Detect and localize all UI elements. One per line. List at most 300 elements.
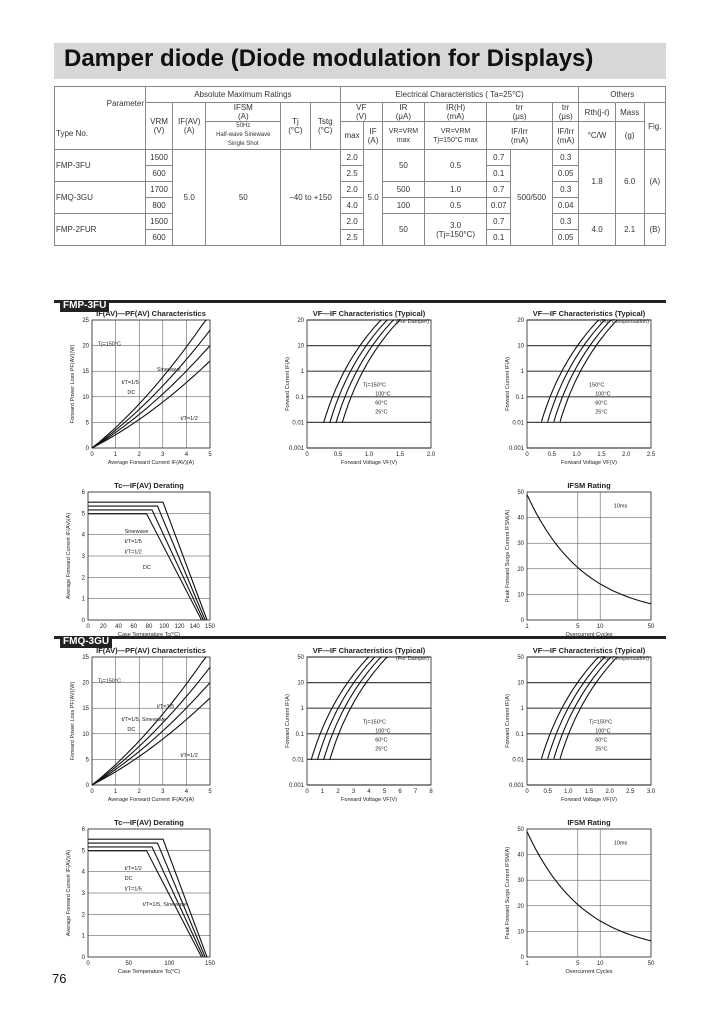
vf-max: max — [340, 122, 364, 150]
x-tick-label: 2.5 — [646, 452, 656, 458]
curve-label: DC — [127, 390, 136, 397]
y-tick-label: 6 — [81, 490, 85, 496]
rth-2: 4.0 — [579, 214, 615, 246]
cell: 0.7 — [487, 150, 511, 166]
x-axis-label: Forward Voltage VF(V) — [561, 460, 617, 466]
chart-subtitle: (For Compensation) — [600, 319, 649, 325]
y-axis-label: Forward Current IF(A) — [285, 357, 291, 411]
x-tick-label: 0.5 — [543, 789, 552, 795]
plot-frame — [527, 829, 651, 957]
param-label: Parameter — [106, 98, 144, 108]
y-tick-label: 1 — [520, 369, 524, 376]
curve-label: Sinewave — [124, 528, 149, 535]
y-tick-label: 10 — [517, 680, 524, 687]
chart-title: VF—IF Characteristics (Typical) — [532, 309, 646, 318]
y-tick-label: 20 — [517, 566, 524, 573]
x-tick-label: 0.5 — [333, 452, 343, 458]
type-fmp-2fur: FMP-2FUR — [55, 214, 146, 246]
x-tick-label: 1.5 — [395, 452, 405, 458]
col-trr1: trr (μs) — [487, 103, 553, 122]
plot-group — [505, 646, 656, 803]
x-tick-label: 1.0 — [364, 452, 374, 458]
curve-label: t/T=1/5 — [121, 380, 139, 386]
chart-vf-comp-1 — [497, 637, 681, 825]
plot-group — [66, 818, 216, 975]
x-tick-label: 3 — [351, 789, 356, 795]
x-tick-label: 1 — [320, 789, 325, 795]
y-axis-label: Average Forward Current IF(AV)(A) — [66, 849, 72, 937]
rth-1: 1.8 — [579, 150, 615, 214]
y-axis-label: Forward Current IF(A) — [505, 694, 511, 748]
cell: 800 — [146, 198, 173, 214]
y-tick-label: 20 — [297, 318, 304, 324]
x-tick-label: 0 — [86, 624, 90, 630]
col-trr2: trr (μs) — [552, 103, 579, 122]
curve-label: 60°C — [375, 737, 388, 744]
shared-ifav: 5.0 — [173, 150, 206, 246]
ir-cond: VR=VRM max — [382, 122, 424, 150]
x-tick-label: 4 — [184, 452, 189, 458]
col-tj: Tj (°C) — [281, 103, 310, 150]
x-axis-label: Overcurrent Cycles — [565, 969, 613, 975]
col-mass: Mass — [615, 103, 644, 122]
col-fig: Fig. — [644, 103, 665, 150]
y-tick-label: 10 — [297, 343, 304, 350]
ifsm-note: 50Hz Half-wave Sinewave Single Shot — [206, 122, 281, 150]
cell: 2.0 — [340, 214, 364, 230]
cell: 0.3 — [552, 150, 579, 166]
y-tick-label: 0.001 — [508, 783, 524, 789]
y-axis-label: Forward Power Loss PF(AV)(W) — [70, 344, 76, 424]
vf-if: IF (A) — [364, 122, 382, 150]
curve-label: 25°C — [595, 409, 608, 416]
curve-label: 100°C — [595, 391, 611, 398]
y-tick-label: 40 — [517, 852, 524, 859]
x-tick-label: 60 — [130, 624, 138, 630]
shared-tj-tstg: −40 to +150 — [281, 150, 341, 246]
chart-title: Tc—IF(AV) Derating — [114, 481, 184, 490]
cell: 0.07 — [487, 198, 511, 214]
y-tick-label: 1 — [300, 369, 304, 376]
x-axis-label: Forward Voltage VF(V) — [561, 797, 617, 803]
plot-frame — [527, 492, 651, 620]
cell: 0.05 — [552, 166, 579, 182]
data-curve — [92, 330, 210, 448]
y-tick-label: 0.1 — [295, 731, 304, 738]
type-no-label: Type No. — [56, 128, 89, 138]
y-tick-label: 0.001 — [508, 446, 524, 452]
x-tick-label: 5 — [382, 789, 387, 795]
data-curve — [527, 495, 651, 604]
col-ifav: IF(AV) (A) — [173, 103, 206, 150]
curve-label: t/T=1/5 — [124, 539, 142, 546]
y-tick-label: 5 — [81, 511, 85, 518]
y-tick-label: 10 — [82, 731, 89, 738]
y-tick-label: 50 — [517, 490, 524, 496]
x-tick-label: 2.0 — [605, 789, 614, 795]
y-tick-label: 10 — [82, 394, 89, 401]
y-tick-label: 0.1 — [515, 731, 524, 738]
x-axis-label: Case Temperature Tc(°C) — [118, 969, 180, 975]
y-tick-label: 5 — [85, 757, 89, 764]
x-tick-label: 3 — [161, 789, 165, 795]
x-tick-label: 1.0 — [564, 789, 573, 795]
y-axis-label: Forward Current IF(A) — [285, 694, 291, 748]
curve-label: 100°C — [375, 391, 391, 398]
y-tick-label: 0.01 — [512, 420, 524, 427]
cell: 0.04 — [552, 198, 579, 214]
y-tick-label: 0 — [520, 618, 524, 624]
y-tick-label: 15 — [82, 706, 89, 713]
curve-label: t/T=1/5 — [124, 886, 142, 893]
y-tick-label: 1 — [520, 706, 524, 713]
x-tick-label: 6 — [398, 789, 402, 795]
irh-note: (Tj=150°C) — [436, 229, 476, 239]
y-tick-label: 25 — [82, 318, 89, 324]
chart-title: IF(AV)—PF(AV) Characteristics — [96, 646, 206, 655]
y-tick-label: 2 — [81, 912, 85, 919]
cell: 0.05 — [552, 230, 579, 246]
y-tick-label: 20 — [517, 318, 524, 324]
cell: 50 — [382, 214, 424, 246]
x-tick-label: 10 — [596, 624, 604, 630]
x-tick-label: 1.5 — [597, 452, 606, 458]
cell: 600 — [146, 230, 173, 246]
data-curve — [527, 832, 651, 941]
chart-title: VF—IF Characteristics (Typical) — [532, 646, 646, 655]
curve-label: 60°C — [595, 400, 608, 407]
cell: 4.0 — [340, 198, 364, 214]
chart-subtitle: (For Compensation) — [600, 656, 649, 662]
cell: 1700 — [146, 182, 173, 198]
chart-vf-damper-1 — [277, 637, 461, 825]
x-tick-label: 2.0 — [426, 452, 436, 458]
curve-label: DC — [124, 876, 133, 883]
x-axis-label: Average Forward Current IF(AV)(A) — [107, 797, 195, 803]
title-bar — [54, 43, 666, 79]
y-tick-label: 4 — [81, 869, 85, 876]
curve-label: 10ms — [613, 503, 628, 510]
type-fmq-3gu: FMQ-3GU — [55, 182, 146, 214]
y-tick-label: 20 — [82, 343, 89, 350]
chart-subtitle: (For Damper) — [395, 319, 429, 325]
y-tick-label: 0.001 — [288, 446, 304, 452]
x-tick-label: 1.0 — [572, 452, 581, 458]
y-axis-label: Peak Forward Surge Current IFSM(A) — [505, 846, 511, 940]
y-tick-label: 5 — [81, 848, 85, 855]
y-tick-label: 25 — [82, 655, 89, 661]
cell: 50 — [382, 150, 424, 182]
x-tick-label: 2 — [137, 452, 141, 458]
cell: 2.0 — [340, 182, 364, 198]
y-axis-label: Forward Current IF(A) — [505, 357, 511, 411]
y-axis-label: Peak Forward Surge Current IFSM(A) — [505, 509, 511, 603]
y-tick-label: 50 — [517, 827, 524, 833]
x-tick-label: 1 — [525, 624, 529, 630]
plot-group — [285, 309, 436, 466]
data-curve — [92, 320, 206, 448]
chart-subtitle: (For Damper) — [395, 656, 429, 662]
fig-1: (A) — [644, 150, 665, 214]
chart-derating-1 — [58, 809, 240, 997]
x-tick-label: 4 — [184, 789, 189, 795]
y-axis-label: Average Forward Current IF(AV)(A) — [66, 512, 72, 600]
data-curve — [88, 506, 205, 620]
curve-label: Tj=150°C — [589, 719, 613, 726]
x-tick-label: 0.5 — [547, 452, 556, 458]
curve-label: 25°C — [595, 746, 608, 753]
page-title: Damper diode (Diode modulation for Displays) — [64, 45, 594, 72]
col-tstg: Tstg (°C) — [310, 103, 340, 150]
cell: 0.5 — [425, 198, 487, 214]
type-fmp-3fu: FMP-3FU — [55, 150, 146, 182]
y-tick-label: 10 — [297, 680, 304, 687]
cell: 0.1 — [487, 230, 511, 246]
curve-label: Sinewave — [156, 367, 181, 374]
curve-label: 150°C — [589, 382, 605, 389]
y-tick-label: 4 — [81, 532, 85, 539]
y-tick-label: 0.01 — [512, 757, 524, 764]
x-tick-label: 10 — [596, 961, 604, 967]
x-tick-label: 0 — [525, 452, 529, 458]
col-ir: IR (μA) — [382, 103, 424, 122]
x-tick-label: 0 — [525, 789, 529, 795]
y-tick-label: 1 — [300, 706, 304, 713]
plot-group — [285, 646, 433, 803]
curve-label: 10ms — [613, 840, 628, 847]
y-tick-label: 10 — [517, 343, 524, 350]
y-tick-label: 15 — [82, 369, 89, 376]
y-tick-label: 40 — [517, 515, 524, 522]
chart-ifsm-1 — [497, 809, 681, 997]
x-tick-label: 7 — [413, 789, 418, 795]
x-tick-label: 150 — [204, 624, 216, 630]
chart-vf-damper-0 — [277, 300, 461, 488]
curve-label: t/T=1/5 — [156, 704, 175, 711]
y-tick-label: 5 — [85, 420, 89, 427]
x-tick-label: 0 — [305, 789, 309, 795]
y-tick-label: 0.01 — [292, 757, 304, 764]
y-tick-label: 0.01 — [292, 420, 304, 427]
col-ifsm: IFSM (A) — [206, 103, 281, 122]
x-tick-label: 140 — [189, 624, 200, 630]
shared-if: 5.0 — [364, 150, 382, 246]
curve-label: t/T=1/5, Sinewave — [142, 901, 188, 908]
rth-unit: °C/W — [579, 122, 615, 150]
x-tick-label: 3 — [161, 452, 165, 458]
cell: 100 — [382, 198, 424, 214]
x-tick-label: 20 — [99, 624, 107, 630]
plot-group — [70, 309, 212, 466]
chart-pf-1 — [62, 637, 240, 825]
x-tick-label: 50 — [647, 624, 655, 630]
curve-label: t/T=1/2 — [180, 415, 198, 422]
y-tick-label: 1 — [81, 933, 85, 940]
cell: 2.5 — [340, 230, 364, 246]
cell: 600 — [146, 166, 173, 182]
y-tick-label: 50 — [297, 655, 304, 661]
y-tick-label: 30 — [517, 878, 524, 885]
curve-label: Tj=150°C — [97, 341, 122, 348]
x-tick-label: 0 — [305, 452, 309, 458]
x-tick-label: 5 — [576, 624, 580, 630]
irh-2fur — [425, 214, 487, 246]
col-vrm: VRM (V) — [146, 103, 173, 150]
y-tick-label: 0 — [81, 618, 85, 624]
x-tick-label: 2.5 — [626, 789, 635, 795]
curve-label: t/T=1/2 — [124, 549, 142, 556]
x-axis-label: Case Temperature Tc(°C) — [118, 632, 180, 638]
y-tick-label: 0.1 — [295, 394, 304, 401]
curve-label: Tj=150°C — [362, 719, 386, 726]
y-tick-label: 0 — [81, 955, 85, 961]
cell: 1.0 — [425, 182, 487, 198]
y-tick-label: 30 — [517, 541, 524, 548]
x-tick-label: 2 — [137, 789, 141, 795]
cell: 0.7 — [487, 214, 511, 230]
y-tick-label: 10 — [517, 929, 524, 936]
y-tick-label: 0 — [85, 783, 89, 789]
x-tick-label: 80 — [145, 624, 153, 630]
curve-label: 60°C — [375, 400, 388, 407]
x-axis-label: Average Forward Current IF(AV)(A) — [107, 460, 195, 466]
curve-label: t/T=1/2 — [124, 865, 142, 872]
y-tick-label: 50 — [517, 655, 524, 661]
x-tick-label: 1.5 — [584, 789, 594, 795]
plot-group — [505, 481, 655, 638]
x-tick-label: 150 — [204, 961, 216, 967]
x-tick-label: 0 — [90, 789, 94, 795]
cell: 0.3 — [552, 182, 579, 198]
col-rth: Rth(j-ℓ) — [579, 103, 615, 122]
param-header-cell — [55, 87, 146, 150]
curve-label: 25°C — [375, 746, 388, 753]
y-tick-label: 6 — [81, 827, 85, 833]
shared-irirr: 500/500 — [511, 150, 553, 246]
x-tick-label: 1 — [525, 961, 529, 967]
x-tick-label: 4 — [367, 789, 371, 795]
y-tick-label: 3 — [81, 554, 85, 560]
chart-title: IFSM Rating — [567, 818, 611, 827]
cell: 0.3 — [552, 214, 579, 230]
others-header: Others — [579, 87, 666, 103]
x-tick-label: 2.0 — [622, 452, 631, 458]
y-tick-label: 10 — [517, 592, 524, 599]
curve-label: DC — [127, 727, 136, 734]
curve-label: 100°C — [595, 728, 611, 735]
irh-value: 3.0 — [450, 220, 462, 230]
mass-1: 6.0 — [615, 150, 644, 214]
data-curve — [88, 502, 207, 620]
y-tick-label: 0 — [520, 955, 524, 961]
y-tick-label: 20 — [82, 680, 89, 687]
abs-max-header: Absolute Maximum Ratings — [146, 87, 341, 103]
y-tick-label: 2 — [81, 575, 85, 582]
x-axis-label: Forward Voltage VF(V) — [341, 460, 397, 466]
col-vf: VF (V) — [340, 103, 382, 122]
x-tick-label: 50 — [647, 961, 655, 967]
trr1-cond: IF/Irr (mA) — [487, 122, 553, 150]
curve-label: 60°C — [595, 737, 608, 744]
x-tick-label: 0 — [90, 452, 94, 458]
y-tick-label: 20 — [517, 903, 524, 910]
x-tick-label: 5 — [576, 961, 580, 967]
x-axis-label: Forward Voltage VF(V) — [341, 797, 397, 803]
x-tick-label: 50 — [125, 961, 133, 967]
chart-title: IFSM Rating — [567, 481, 611, 490]
cell: 2.5 — [340, 166, 364, 182]
x-tick-label: 3.0 — [646, 789, 656, 795]
curve-label: 25°C — [375, 409, 388, 416]
section-tag-fmp-3fu: FMP-3FU — [60, 300, 109, 312]
curve-label: Tj=150°C — [362, 382, 386, 389]
page-number: 76 — [52, 971, 67, 986]
x-tick-label: 1 — [113, 452, 118, 458]
y-tick-label: 0 — [85, 446, 89, 452]
y-axis-label: Forward Power Loss PF(AV)(W) — [70, 681, 76, 761]
mass-2: 2.1 — [615, 214, 644, 246]
y-tick-label: 1 — [81, 596, 85, 603]
plot-group — [66, 481, 216, 638]
fig-2: (B) — [644, 214, 665, 246]
spec-table — [54, 86, 666, 246]
curve-label: DC — [142, 564, 151, 571]
cell: 0.5 — [425, 150, 487, 182]
y-tick-label: 0.1 — [515, 394, 524, 401]
x-tick-label: 0 — [86, 961, 90, 967]
plot-group — [505, 309, 656, 466]
cell: 1500 — [146, 214, 173, 230]
data-curve — [88, 843, 205, 957]
y-tick-label: 0.001 — [288, 783, 304, 789]
data-curve — [92, 667, 210, 785]
chart-title: Tc—IF(AV) Derating — [114, 818, 184, 827]
shared-ifsm: 50 — [206, 150, 281, 246]
irh-cond: VR=VRM Tj=150°C max — [425, 122, 487, 150]
cell: 500 — [382, 182, 424, 198]
plot-group — [70, 646, 212, 803]
data-curve — [88, 839, 207, 957]
x-tick-label: 2 — [336, 789, 340, 795]
elec-header: Electrical Characteristics ( Ta=25°C) — [340, 87, 579, 103]
x-tick-label: 100 — [164, 961, 175, 967]
x-tick-label: 1 — [113, 789, 118, 795]
x-tick-label: 5 — [208, 789, 212, 795]
curve-label: Tj=150°C — [97, 678, 122, 685]
section-tag-fmq-3gu: FMQ-3GU — [60, 636, 112, 648]
curve-label: t/T=1/2 — [180, 752, 198, 759]
x-tick-label: 8 — [429, 789, 433, 795]
col-irh: IR(H) (mA) — [425, 103, 487, 122]
x-axis-label: Overcurrent Cycles — [565, 632, 613, 638]
curve-label: t/T=1/5, Sinewave — [121, 717, 166, 723]
chart-title: IF(AV)—PF(AV) Characteristics — [96, 309, 206, 318]
chart-vf-comp-0 — [497, 300, 681, 488]
chart-title: VF—IF Characteristics (Typical) — [312, 646, 426, 655]
cell: 2.0 — [340, 150, 364, 166]
chart-pf-0 — [62, 300, 240, 488]
mass-unit: (g) — [615, 122, 644, 150]
x-tick-label: 100 — [159, 624, 170, 630]
y-tick-label: 3 — [81, 891, 85, 897]
cell: 1500 — [146, 150, 173, 166]
curve-label: 100°C — [375, 728, 391, 735]
x-tick-label: 120 — [174, 624, 185, 630]
chart-ifsm-0 — [497, 472, 681, 660]
chart-title: VF—IF Characteristics (Typical) — [312, 309, 426, 318]
x-tick-label: 40 — [115, 624, 122, 630]
plot-group — [505, 818, 655, 975]
